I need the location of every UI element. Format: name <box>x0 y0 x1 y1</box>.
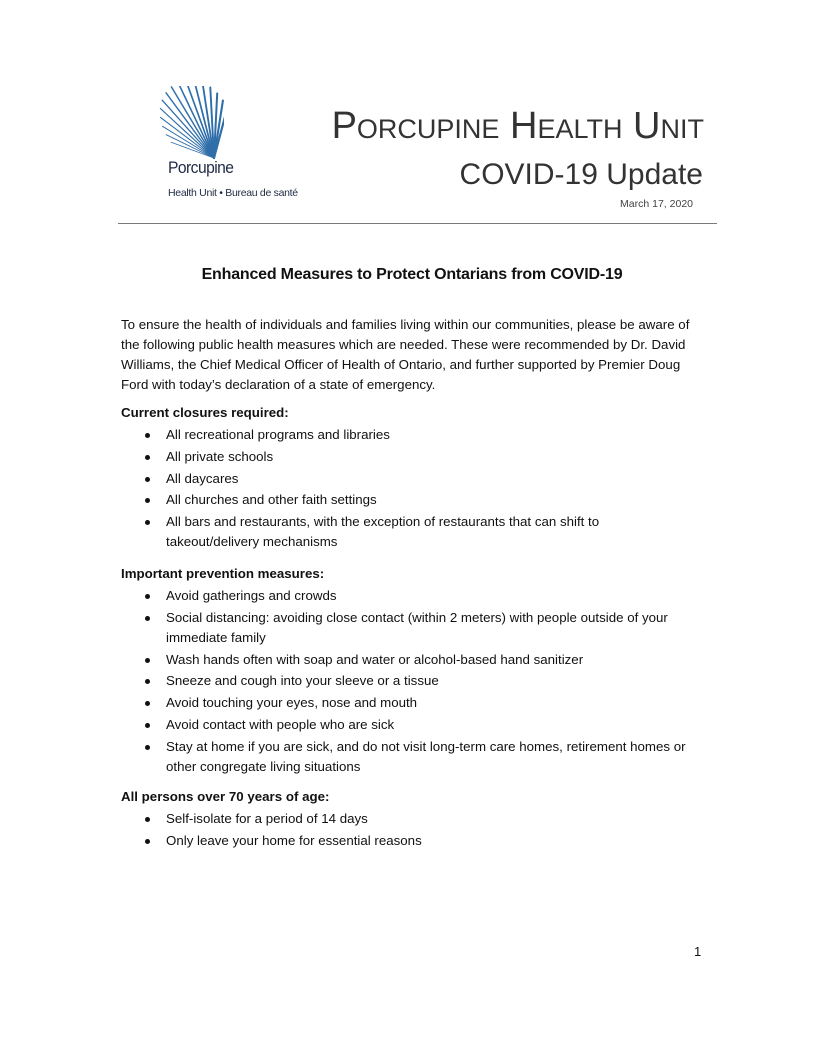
org-title-word-2: HEALTH <box>510 105 623 147</box>
logo-ray <box>166 93 214 158</box>
intro-paragraph: To ensure the health of individuals and families living within our communities, please be aware of the following public health measures which are needed. These were recommended by Dr. David Williams, the Chief Medical Officer of Health of Ontario, and further supported by Premier Doug Ford with today’s declaration of a state of emergency. <box>121 317 690 392</box>
bullet-icon <box>145 839 150 844</box>
porcupine-rays-icon <box>104 86 224 166</box>
section-title: All persons over 70 years of age: <box>121 789 330 804</box>
logo-tagline: Health Unit • Bureau de santé <box>168 187 298 199</box>
bullet-icon <box>145 616 150 621</box>
bullet-icon <box>145 745 150 750</box>
bullet-icon <box>145 817 150 822</box>
list-item: Sneeze and cough into your sleeve or a tissue <box>121 671 716 691</box>
list-item: Avoid gatherings and crowds <box>121 586 716 606</box>
list-item: Stay at home if you are sick, and do not visit long-term care homes, retirement homes or other congregate living situations <box>121 737 716 777</box>
bullet-icon <box>145 455 150 460</box>
logo-ray <box>160 109 214 159</box>
list-item: All private schools <box>121 447 716 467</box>
bullet-icon <box>145 679 150 684</box>
bullet-icon <box>145 658 150 663</box>
section-prevention <box>121 565 716 779</box>
bullet-icon <box>145 723 150 728</box>
bullet-icon <box>145 433 150 438</box>
bullet-icon <box>145 701 150 706</box>
list-item: Avoid touching your eyes, nose and mouth <box>121 693 716 713</box>
document-date: March 17, 2020 <box>620 198 693 210</box>
list-item: All churches and other faith settings <box>121 490 716 510</box>
porcupine-logo <box>104 86 334 206</box>
list-item: Wash hands often with soap and water or alcohol-based hand sanitizer <box>121 650 716 670</box>
bullet-list <box>121 809 716 851</box>
bullet-icon <box>145 477 150 482</box>
section-title: Important prevention measures: <box>121 566 325 581</box>
list-item: Only leave your home for essential reasons <box>121 831 716 851</box>
bullet-list <box>121 586 716 777</box>
page-number: 1 <box>694 944 702 959</box>
bullet-icon <box>145 594 150 599</box>
list-item: Self-isolate for a period of 14 days <box>121 809 716 829</box>
bullet-icon <box>145 520 150 525</box>
bullet-icon <box>145 498 150 503</box>
bullet-list <box>121 425 716 552</box>
org-title-word-3: UNIT <box>633 105 704 147</box>
org-title-word-1: PORCUPINE <box>331 105 500 147</box>
organization-title <box>332 107 704 145</box>
list-item: All daycares <box>121 469 716 489</box>
section-over-70 <box>121 788 716 853</box>
document-subtitle: COVID-19 Update <box>459 158 703 191</box>
list-item: All recreational programs and libraries <box>121 425 716 445</box>
list-item: All bars and restaurants, with the exception of restaurants that can shift to takeout/delivery mechanisms <box>121 512 716 552</box>
list-item: Social distancing: avoiding close contact (within 2 meters) with people outside of your immediate family <box>121 608 716 648</box>
logo-name: Porcupine <box>168 158 234 177</box>
page-title: Enhanced Measures to Protect Ontarians from COVID-19 <box>201 266 623 283</box>
section-title: Current closures required: <box>121 405 289 420</box>
section-closures <box>121 404 716 554</box>
list-item: Avoid contact with people who are sick <box>121 715 716 735</box>
header-divider <box>118 223 717 224</box>
